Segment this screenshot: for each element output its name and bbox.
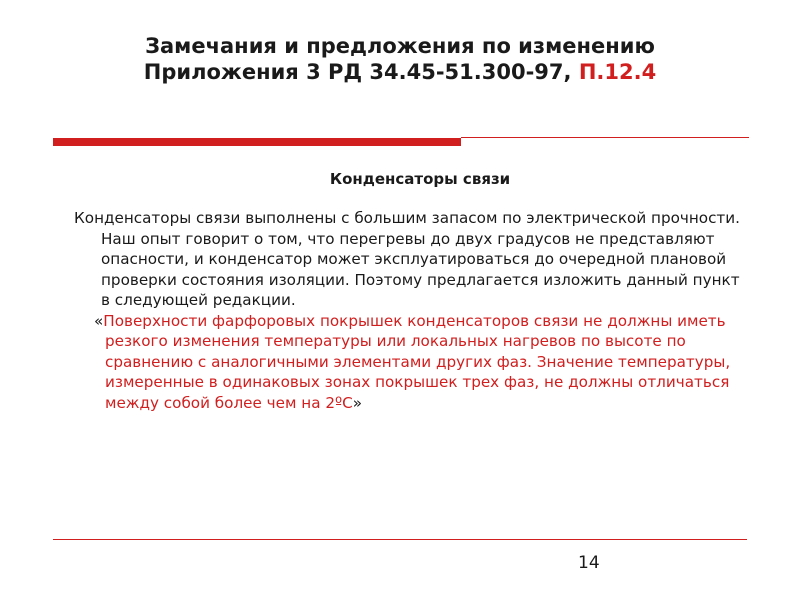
explanation-paragraph: Конденсаторы связи выполнены с большим запасом по электрической прочности. Наш опыт говорит о том, что перегревы до двух градусов не представляют опасности, и конденсатор может эксплуатироваться до очередной плановой проверки состояния изоляции. Поэтому предлагается изложить данный пункт в следующей редакции.	[74, 209, 740, 309]
section-heading: Конденсаторы связи	[329, 170, 511, 188]
title-document-ref: Приложения 3 РД 34.45-51.300-97,	[143, 60, 572, 84]
title-clause-ref: П.12.4	[578, 60, 657, 84]
page-number: 14	[578, 553, 600, 573]
quote-open-mark: «	[94, 311, 104, 330]
footer-divider	[53, 539, 747, 540]
title-divider-thick	[53, 138, 461, 146]
proposed-wording	[74, 311, 746, 414]
slide-title	[60, 33, 740, 85]
title-divider-thin	[461, 137, 749, 138]
title-line-2	[60, 59, 740, 85]
title-line-1: Замечания и предложения по изменению	[145, 34, 655, 58]
quote-close-mark: »	[352, 393, 363, 412]
slide-body	[74, 208, 746, 413]
proposed-wording-text: Поверхности фарфоровых покрышек конденсаторов связи не должны иметь резкого изменения температуры или локальных нагревов по высоте по сравнению с аналогичными элементами других фаз. Значение температуры, измеренные в одинаковых зонах покрышек трех фаз, не должны отличаться между собой более чем на 2ºС	[103, 311, 731, 412]
